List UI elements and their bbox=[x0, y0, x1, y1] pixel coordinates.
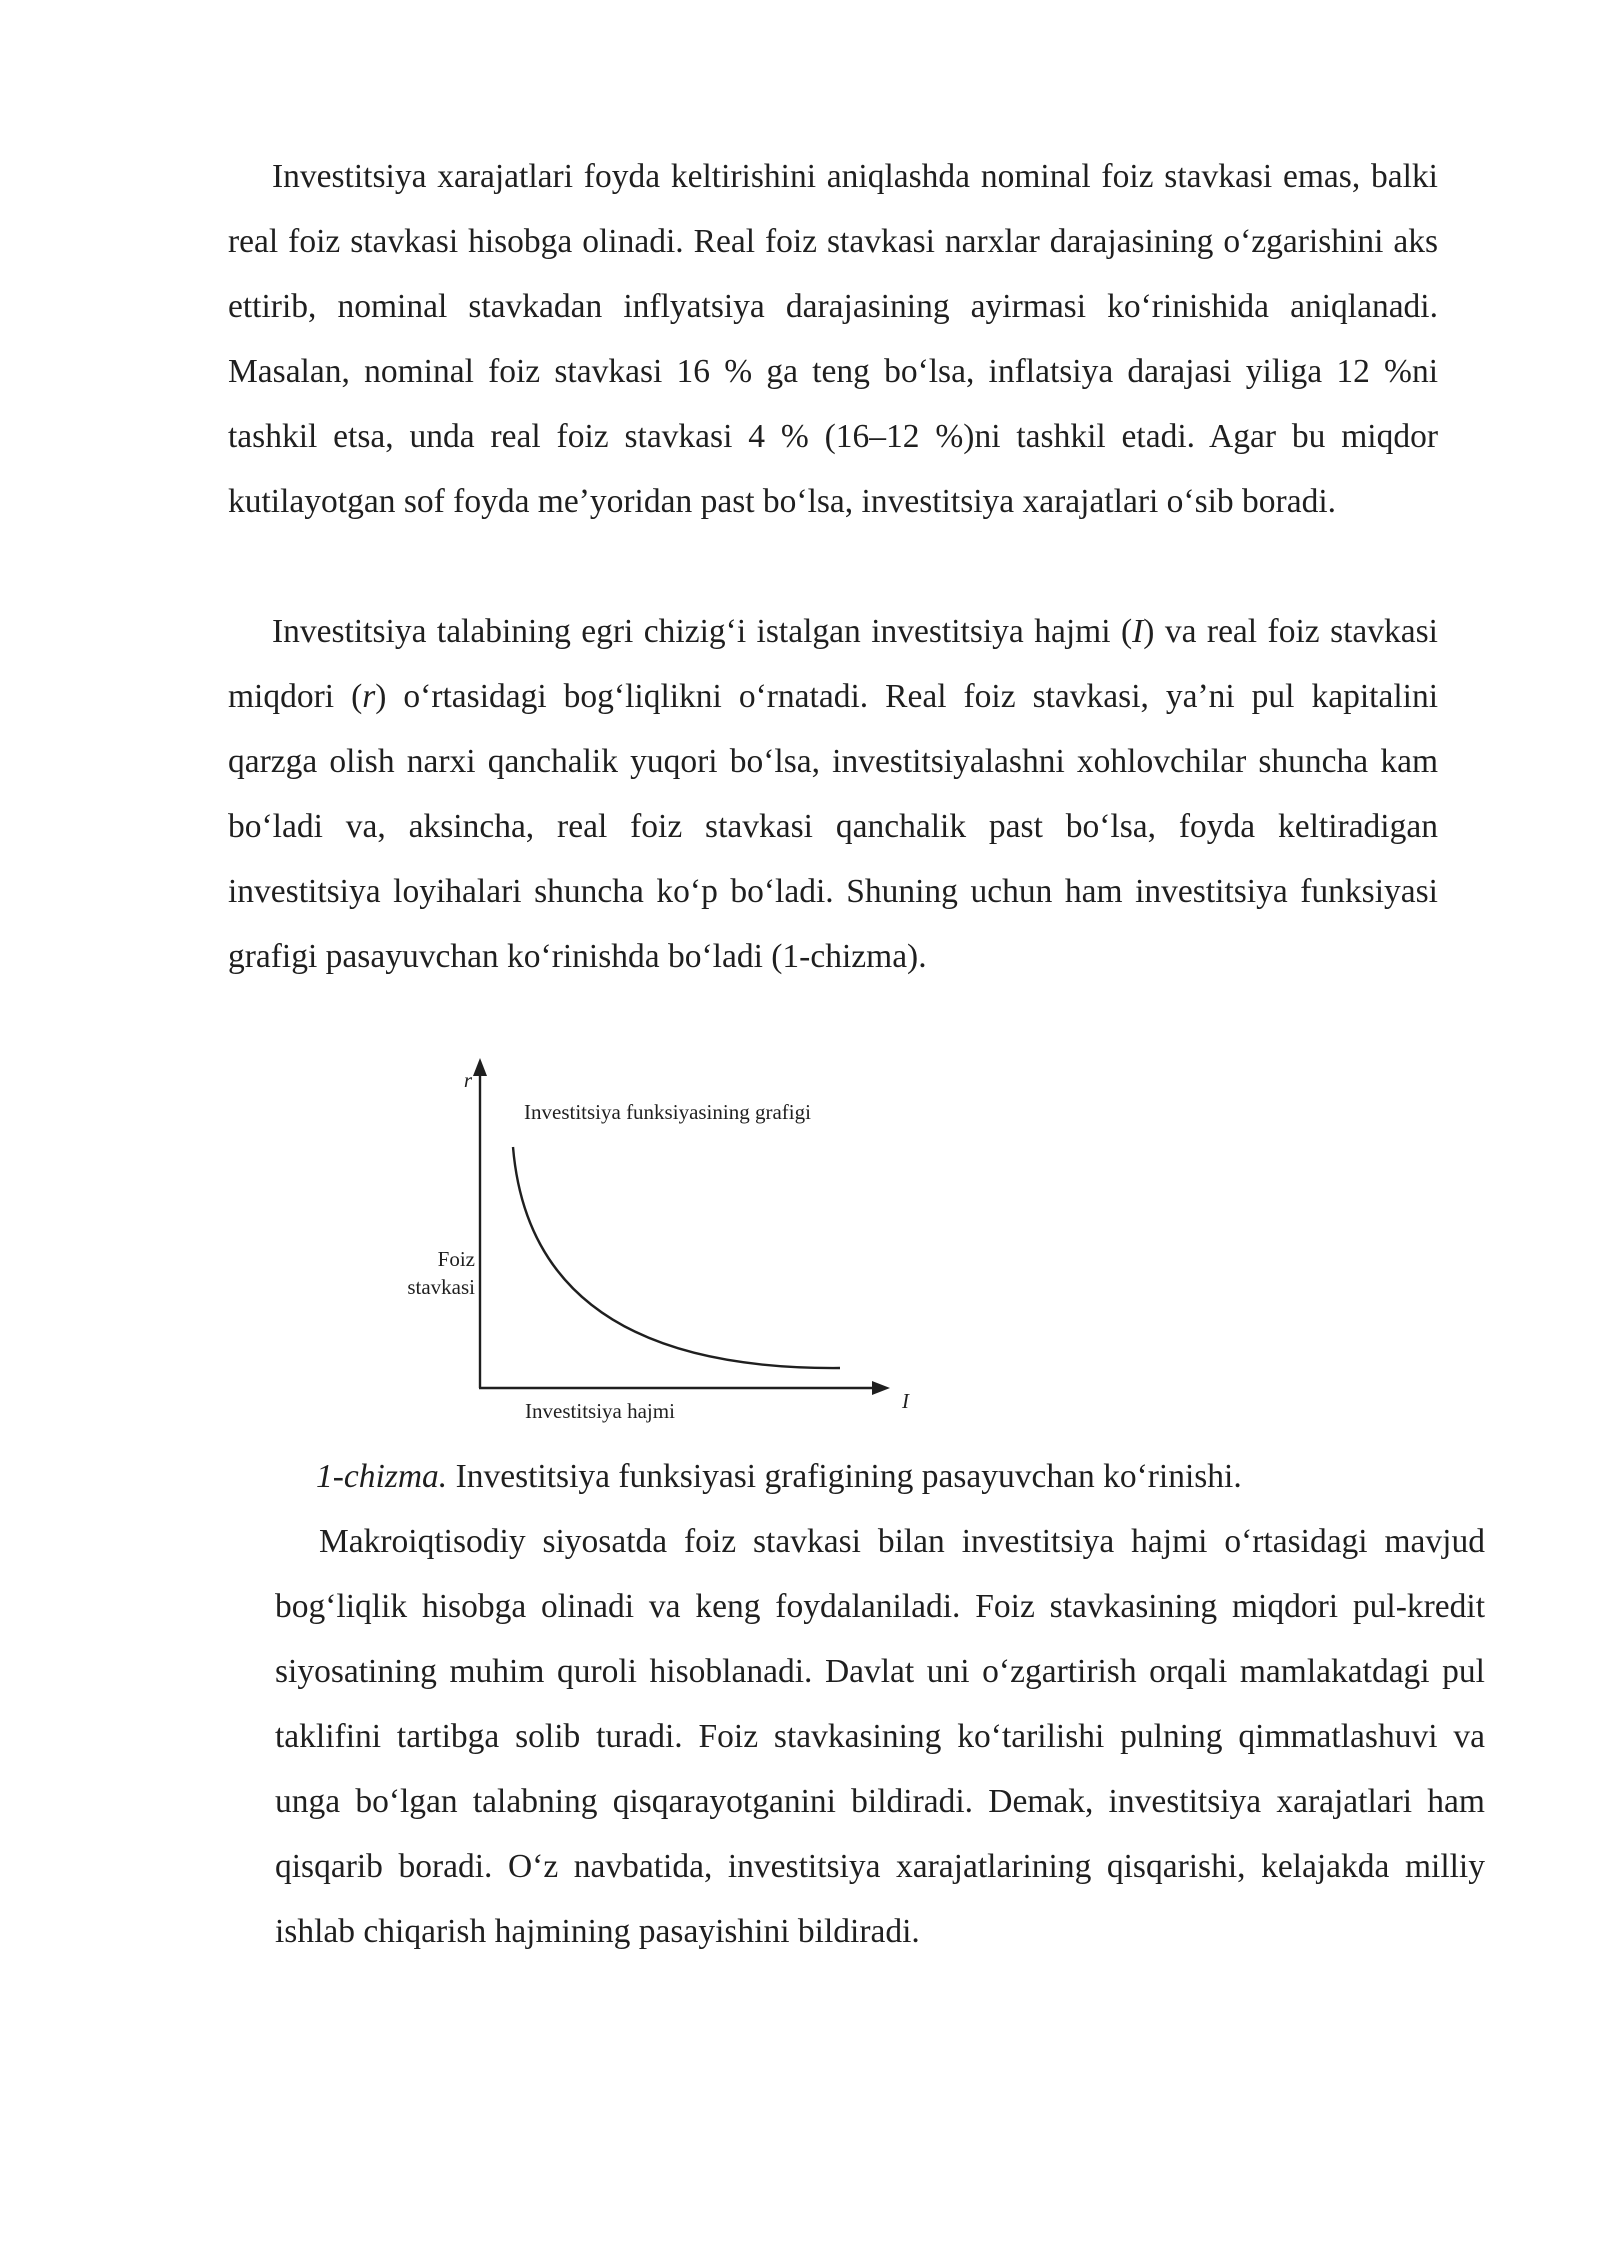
y-axis-label-line1: Foiz bbox=[437, 1247, 475, 1271]
figure-caption bbox=[316, 1444, 1466, 1509]
y-axis-arrow-icon bbox=[473, 1058, 487, 1076]
x-axis-label: Investitsiya hajmi bbox=[525, 1399, 675, 1423]
paragraph-text-segment: ) va real foiz stavkasi miqdori ( bbox=[228, 613, 1438, 715]
caption-number: 1-chizma. bbox=[316, 1458, 448, 1495]
paragraph-real-interest-rate: Investitsiya xarajatlari foyda keltirishini aniqlashda nominal foiz stavkasi emas, balki real foiz stavkasi hisobga olinadi. Real foiz stavkasi narxlar darajasining oʻzgarishini aks ettirib, nominal stavkadan inflyatsiya darajasining ayirmasi koʻrinishida aniqlanadi. Masalan, nominal foiz stavkasi 16 % ga teng boʻlsa, inflatsiya darajasi yiliga 12 %ni tashkil etsa, unda real foiz stavkasi 4 % (16–12 %)ni tashkil etadi. Agar bu miqdor kutilayotgan sof foyda meʼyoridan past boʻlsa, investitsiya xarajatlari oʻsib boradi. bbox=[228, 158, 1438, 520]
curve-title: Investitsiya funksiyasining grafigi bbox=[524, 1100, 811, 1124]
x-axis-arrow-icon bbox=[872, 1381, 890, 1395]
variable-rate: r bbox=[362, 678, 376, 715]
y-axis-label-line2: stavkasi bbox=[407, 1275, 475, 1299]
investment-demand-curve bbox=[513, 1147, 840, 1368]
paragraph-monetary-policy: Makroiqtisodiy siyosatda foiz stavkasi bilan investitsiya hajmi oʻrtasidagi mavjud bogʻliqlik hisobga olinadi va keng foydalaniladi. Foiz stavkasining miqdori pul-kredit siyosatining muhim quroli hisoblanadi. Davlat uni oʻzgartirish orqali mamlakatdagi pul taklifini tartibga solib turadi. Foiz stavkasining koʻtarilishi pulning qimmatlashuvi va unga boʻlgan talabning qisqarayotganini bildiradi. Demak, investitsiya xarajatlari ham qisqarib boradi. Oʻz navbatida, investitsiya xarajatlarining qisqarishi, kelajakda milliy ishlab chiqarish hajmining pasayishini bildiradi. bbox=[275, 1523, 1485, 1950]
paragraph-text-segment: Investitsiya talabining egri chizigʻi istalgan investitsiya hajmi ( bbox=[272, 613, 1133, 650]
x-axis-variable: I bbox=[902, 1389, 909, 1413]
caption-text: Investitsiya funksiyasi grafigining pasayuvchan koʻrinishi. bbox=[447, 1458, 1242, 1495]
paragraph-text-segment: ) oʻrtasidagi bogʻliqlikni oʻrnatadi. Real foiz stavkasi, yaʼni pul kapitalini qarzga olish narxi qanchalik yuqori boʻlsa, investitsiyalashni xohlovchilar shuncha kam boʻladi va, aksincha, real foiz stavkasi qanchalik past boʻlsa, foyda keltiradigan investitsiya loyihalari shuncha koʻp boʻladi. Shuning uchun ham investitsiya funksiyasi grafigi pasayuvchan koʻrinishda boʻladi (1-chizma). bbox=[228, 678, 1439, 975]
paragraph-investment-demand-curve bbox=[228, 599, 1438, 989]
investment-function-diagram bbox=[380, 1052, 940, 1432]
investment-function-figure bbox=[380, 1052, 940, 1432]
variable-investment: I bbox=[1132, 613, 1144, 650]
y-axis-variable: r bbox=[463, 1068, 472, 1092]
